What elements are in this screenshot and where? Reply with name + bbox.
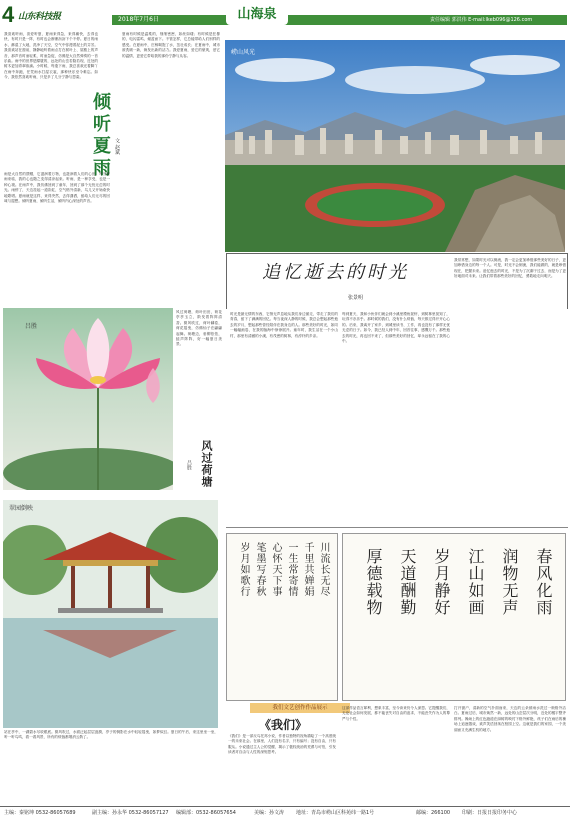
- calligraphy-line: 润物无声: [500, 548, 519, 616]
- calligraphy-line: 川流长无尽: [318, 542, 329, 597]
- photo-caption: 崂山风光: [231, 49, 256, 56]
- pavilion-caption: 翠园倒映: [9, 505, 34, 512]
- divider: [226, 527, 568, 528]
- essay-col3: 我常常想，如果时光可以倒流，我一定会更加珍惜那些美好的日子，更加珍惜身边的每一个人。可是，时光不会倒流，我们能做的，就是珍惜现在，把握未来。追忆逝去的时光，不是为了沉溺于过去，而是为了更好地面对未来。让我们带着那些美好的回忆，勇敢地走向明天。: [454, 258, 566, 279]
- calligraphy-line: 笔墨写春秋: [254, 542, 265, 597]
- article-text-col3: 夏雨有时候是温柔的，细细密密，如丝如缕；有时候是狂暴的，电闪雷鸣，倾盆而下。不管怎样，它总能带给人们别样的感受。在夏雨中，庄稼喝饱了水，茁壮成长；在夏雨中，城市被洗刷一新，焕发出新的活力。我爱夏雨，爱它的豪爽，爱它的温情，更爱它带给我的那份宁静与从容。: [122, 32, 220, 58]
- section-title: 山海泉: [226, 5, 288, 25]
- city-landscape-photo: [225, 40, 565, 252]
- calligraphy-line: 春风化雨: [534, 548, 553, 616]
- article-title: 倾听夏雨: [93, 92, 111, 179]
- issue-date: 2018年7月6日: [118, 16, 159, 23]
- essay-title: 追忆逝去的时光: [262, 262, 409, 283]
- calligraphy-line: 岁月如歌行: [238, 542, 249, 597]
- calligraphy-line: 岁月静好: [432, 548, 451, 616]
- footer-item: 副主编：孙永华 0532-86057127: [92, 810, 169, 816]
- book-review-text: 《我们》是一部反乌托邦小说，作者以独特的视角描绘了一个高度统一的未来社会。在那里，人们没有名字，只有编号；没有自由，只有服从。小说通过主人公的觉醒，揭示了极权统治的荒谬与可怕，引发读者对自由与人性的深刻思考。: [228, 734, 336, 755]
- pavilion-photo: [3, 500, 218, 728]
- newspaper-logo: 山东科技报: [18, 12, 61, 22]
- calligraphy-line: 江山如画: [466, 548, 485, 616]
- footer-item: 编辑部：0532-86057654: [176, 810, 236, 816]
- page-number: 4: [2, 2, 15, 27]
- calligraphy-banner: 我们文艺创作作品展示: [250, 703, 350, 713]
- calligraphy-right: [342, 533, 566, 701]
- article-text-col1: 我喜欢听雨，喜爱听夏，夏雨来得急，来得痛快，去得也快，有时只是一阵，有时也会淅淅沥沥下个不停。夏日的雨水，淋湿了大地，洗净了天空，空气中弥漫着泥土的芬芳。我喜欢站在窗前，静静地听着雨点打在树叶上、屋檐上的声音，那声音时而轻柔，时而急促，仿佛是大自然弹奏的一首乐曲。雨中的世界是朦胧的，远处的山峦若隐若现，近处的树木更加青翠欲滴。小时候，每逢下雨，我总喜欢光着脚丫在雨中奔跑，任凭雨水打湿衣裳，那种快乐至今难忘。如今，我依然喜欢听雨，只是多了几分宁静与思索。: [4, 32, 98, 80]
- calligraphy-line: 千里共婵娟: [302, 542, 313, 597]
- calligraphy-left: [226, 533, 338, 701]
- calligraphy-line: 心怀天下事: [270, 542, 281, 597]
- calligraphy-line: 厚德载物: [364, 548, 383, 616]
- poem-text: 风过荷塘，荷叶田田，荷花亭亭玉立，散发着阵阵清香。微风吹过，荷叶翻卷，荷花摇曳，仿佛仙子在翩翩起舞。荷塘边，垂柳依依，蛙声阵阵，好一幅夏日美景。: [176, 310, 222, 347]
- essay-byline: 张景明: [348, 295, 364, 301]
- lotus-photo: [3, 308, 173, 490]
- book-review-col2: 这部作品语言犀利，想象丰富，至今读来仍令人深思。它提醒我们，无论社会如何发展，都不能丧失对自由的追求，不能丧失作为人的尊严与个性。: [342, 706, 450, 721]
- footer-item: 地址：青岛市崂山区科苑纬一路1号: [296, 810, 375, 816]
- footer-item: 主编：秦铭坤 0532-86057689: [4, 810, 76, 816]
- essay-col1: 时光是最无情的东西，它悄无声息地从我们身边溜走，带走了我们的青春，留下了满满的回忆。每当夜深人静的时候，我总会想起那些逝去的岁月，想起那些曾经陪伴在我身边的人。那些美好的时光，如同一幅幅画卷，在我的脑海中徐徐展开。童年时，我生活在一个小山村，那里有清澈的小溪，有茂密的树林，有淳朴的乡亲。: [230, 312, 338, 338]
- pavilion-text: 站在亭中，一湖碧水尽收眼底。微风吹过，水面泛起层层涟漪，亭子的倒影在水中轻轻摇曳，如梦似幻。夏日的午后，来这里坐一坐，听一听鸟鸣，看一看风景，所有的烦恼都烟消云散了。: [4, 730, 218, 740]
- article-text-col2: 雨是大自然的馈赠，它滋润着万物，也滋润着人们的心田。每当夏雨来临，我的心也随之变得清凉起来。听雨，是一种享受，也是一种心境。在雨声中，我仿佛回到了童年，回到了那个无忧无虑的时光。雨停了，天边挂起一道彩虹，空气格外清新，鸟儿又开始欢快地歌唱。夏雨就是这样，来得突然，去得潇洒，留给人们无尽的回味与遐想。倾听夏雨，倾听生活，倾听内心深处的声音。: [4, 172, 110, 204]
- article-byline: 文 赵斌: [114, 138, 120, 155]
- footer-item: 印刷：日报日报印务中心: [462, 810, 518, 816]
- book-title: 《我们》: [258, 718, 307, 732]
- footer-item: 邮编：266100: [416, 810, 451, 816]
- book-review-col3: 打开窗户，清新的空气扑面而来，天边的云朵被雨水洗过一般格外洁白。夏雨过后，城市焕然一新，远处的山峦层次分明，近处的楼宇整齐排列。操场上的红色跑道在绿树的映衬下格外鲜艳，孩子们在雨后的操场上追逐嬉戏，欢声笑语回荡在校园上空。这就是我们的家园，一个美丽而又充满生机的地方。: [454, 706, 566, 732]
- footer-item: 美编：孙文涛: [254, 810, 285, 816]
- editor-info: 责任编辑 郭洪伟 E-mail:lkeb096@126.com: [430, 17, 533, 23]
- lotus-label: 吕胜: [25, 323, 38, 330]
- page-header: [0, 0, 570, 28]
- poem-byline: 吕胜: [186, 460, 192, 470]
- calligraphy-line: 一生常寄情: [286, 542, 297, 597]
- essay-col2: 每到夏天，我和小伙伴们就会到小溪里摸鱼捉虾，到树林里捉知了，玩得不亦乐乎。那时候的我们，没有什么烦恼，每天都过得开开心心的。后来，我离开了家乡，到城里读书、工作，再也没有了那样无忧无虑的日子。如今，我已经人到中年，回首往事，感慨万千。那些逝去的时光，再也回不来了，但那些美好的回忆，却永远留在了我的心中。: [342, 312, 450, 344]
- calligraphy-line: 天道酬勤: [398, 548, 417, 616]
- page-footer: [0, 806, 570, 820]
- poem-title: 风过荷塘: [200, 440, 213, 488]
